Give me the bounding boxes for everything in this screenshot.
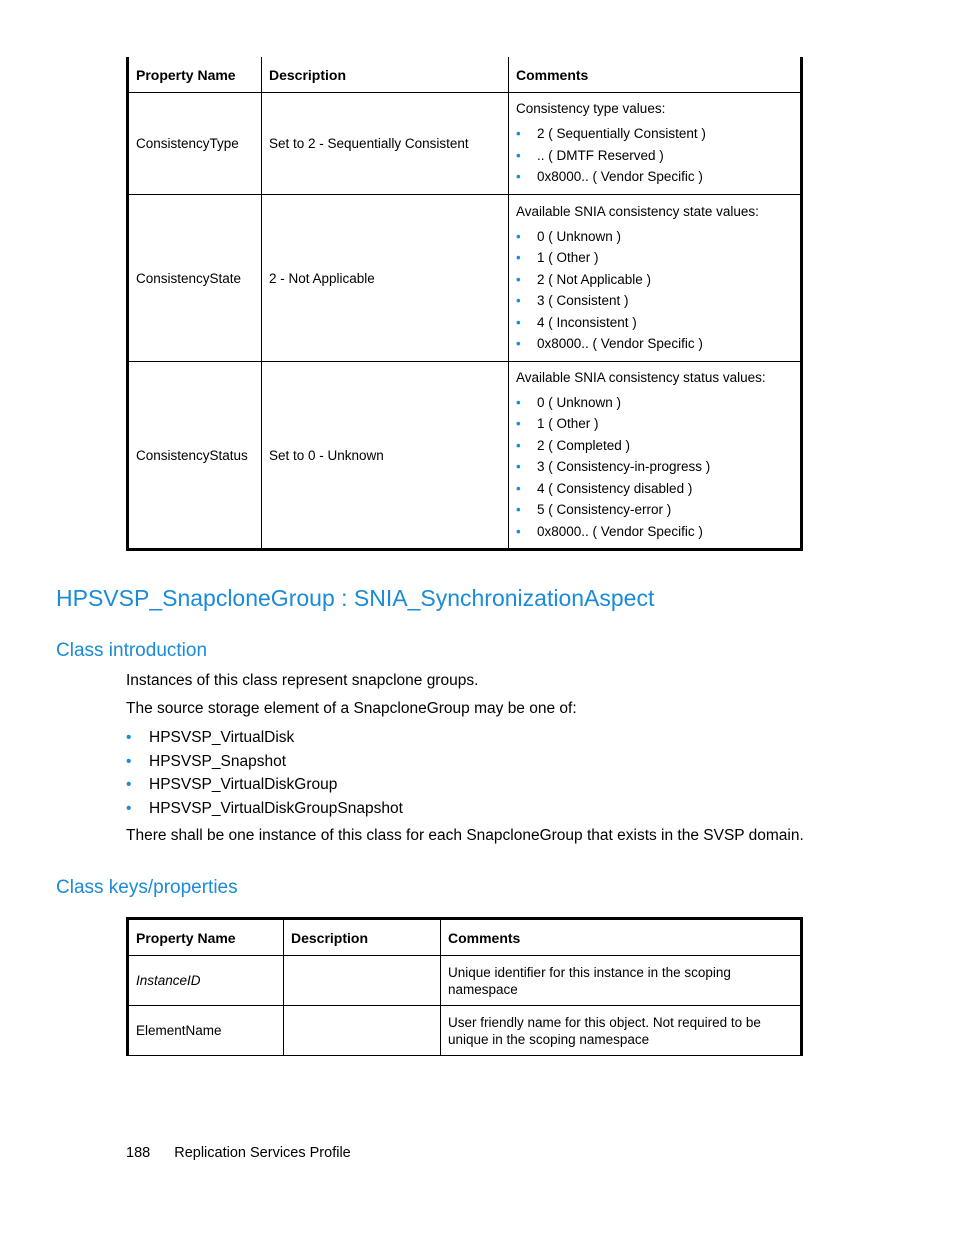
footer-title: Replication Services Profile (174, 1145, 351, 1161)
list-item: • 0x8000.. ( Vendor Specific ) (516, 521, 793, 543)
list-item: • 3 ( Consistency-in-progress ) (516, 456, 793, 478)
property-comments: Unique identifier for this instance in the scoping namespace (441, 956, 802, 1006)
list-item: • 2 ( Sequentially Consistent ) (516, 123, 793, 145)
property-description: 2 - Not Applicable (262, 195, 509, 362)
source-paragraph: The source storage element of a SnapcloneGroup may be one of: (126, 700, 577, 717)
table-header-row (128, 57, 802, 93)
list-item: • 4 ( Inconsistent ) (516, 312, 793, 334)
property-name: ConsistencyStatus (128, 362, 262, 550)
property-name: ElementName (128, 1006, 284, 1056)
header-comments: Comments (509, 57, 802, 93)
property-name: InstanceID (128, 956, 284, 1006)
property-comments (509, 195, 802, 362)
class-introduction-heading: Class introduction (56, 640, 208, 661)
list-item: • 0 ( Unknown ) (516, 392, 793, 414)
list-item: • 2 ( Completed ) (516, 435, 793, 457)
comment-title: Available SNIA consistency status values: (516, 369, 766, 385)
comment-title: Consistency type values: (516, 101, 666, 117)
class-keys-table (126, 917, 803, 1056)
section-title: HPSVSP_SnapcloneGroup : SNIA_SynchronizationAspect (56, 585, 655, 611)
table-row (128, 956, 802, 1006)
property-comments (509, 362, 802, 550)
property-comments: User friendly name for this object. Not required to be unique in the scoping namespace (441, 1006, 802, 1056)
list-item: • HPSVSP_VirtualDiskGroupSnapshot (126, 797, 403, 821)
list-item: • 1 ( Other ) (516, 247, 793, 269)
property-description (284, 956, 441, 1006)
list-item: • 0x8000.. ( Vendor Specific ) (516, 333, 793, 355)
property-description (284, 1006, 441, 1056)
list-item: • HPSVSP_VirtualDisk (126, 726, 403, 750)
table-row (128, 1006, 802, 1056)
list-item: • 4 ( Consistency disabled ) (516, 478, 793, 500)
comment-title: Available SNIA consistency state values: (516, 203, 759, 219)
value-list (516, 226, 793, 355)
list-item: • 5 ( Consistency-error ) (516, 499, 793, 521)
header-description: Description (284, 919, 441, 956)
header-comments: Comments (441, 919, 802, 956)
property-name: ConsistencyState (128, 195, 262, 362)
list-item: • 3 ( Consistent ) (516, 290, 793, 312)
list-item: • 0x8000.. ( Vendor Specific ) (516, 166, 793, 188)
intro-paragraph: Instances of this class represent snapclone groups. (126, 672, 479, 689)
consistency-properties-table (126, 57, 803, 551)
header-property-name: Property Name (128, 919, 284, 956)
page-footer (126, 1145, 351, 1161)
list-item: • HPSVSP_Snapshot (126, 750, 403, 774)
header-property-name: Property Name (128, 57, 262, 93)
list-item: • 2 ( Not Applicable ) (516, 269, 793, 291)
table-row (128, 362, 802, 550)
table-row (128, 195, 802, 362)
property-description: Set to 0 - Unknown (262, 362, 509, 550)
list-item: • 0 ( Unknown ) (516, 226, 793, 248)
header-description: Description (262, 57, 509, 93)
table-header-row (128, 919, 802, 956)
property-description: Set to 2 - Sequentially Consistent (262, 93, 509, 195)
property-comments (509, 93, 802, 195)
value-list (516, 392, 793, 543)
source-element-list (126, 726, 403, 821)
property-name: ConsistencyType (128, 93, 262, 195)
table-row (128, 93, 802, 195)
list-item: • HPSVSP_VirtualDiskGroup (126, 773, 403, 797)
instance-paragraph: There shall be one instance of this class for each SnapcloneGroup that exists in the SVSP domain. (126, 827, 804, 844)
list-item: • 1 ( Other ) (516, 413, 793, 435)
list-item: • .. ( DMTF Reserved ) (516, 145, 793, 167)
page-number: 188 (126, 1145, 151, 1161)
class-keys-heading: Class keys/properties (56, 877, 238, 898)
value-list (516, 123, 793, 188)
